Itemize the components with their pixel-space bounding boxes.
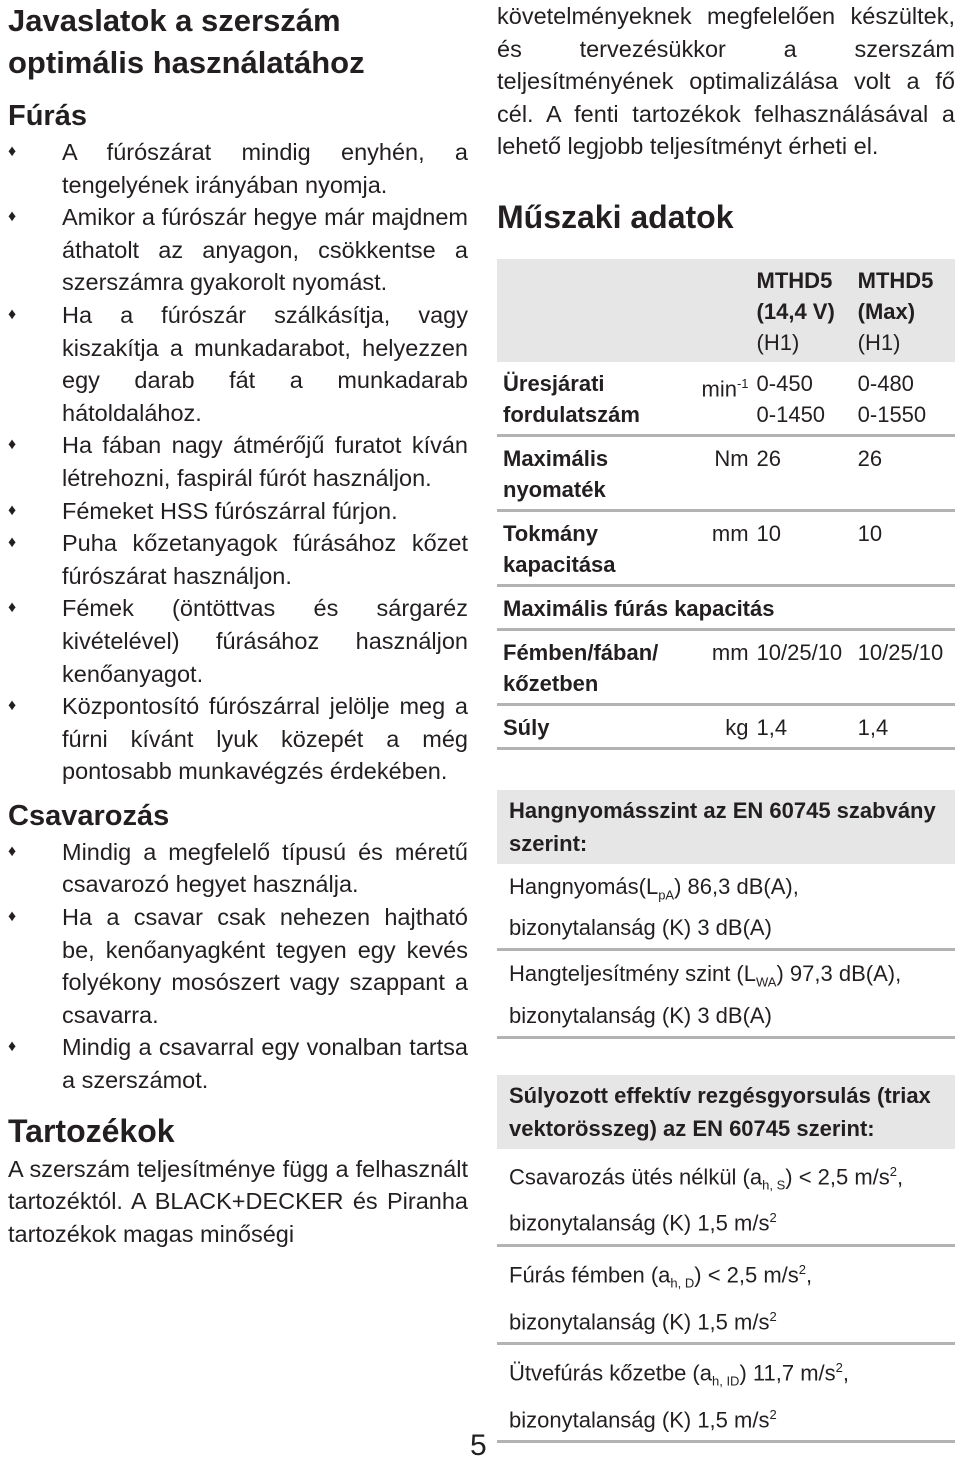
section-title-furas: Fúrás bbox=[8, 100, 87, 132]
furas-list bbox=[8, 136, 468, 788]
diamond-bullet-icon: ♦ bbox=[8, 305, 17, 323]
vibration-item: Csavarozás ütés nélkül $(a_{h, S}) < 2,5$ $m/s^2$, bizonytalanság (K) 1,5 $m/s^2$ bbox=[497, 1149, 955, 1247]
list-item: ♦ Központosító fúrószárral jelölje meg a fúrni kívánt lyuk közepét a még pontosabb munkavégzés érdekében. bbox=[8, 690, 468, 788]
noise-box-heading: Hangnyomásszint az EN 60745 szabvány szerint: bbox=[497, 790, 955, 864]
list-item: ♦ Fémek (öntöttvas és sárgaréz kivételével) fúrásához használjon kenőanyagot. bbox=[8, 592, 468, 690]
diamond-bullet-icon: ♦ bbox=[8, 501, 17, 519]
list-item: ♦ Fémeket HSS fúrószárral fúrjon. bbox=[8, 495, 468, 528]
noise-item: Hangteljesítmény szint $(L_{WA})$ 97,3 dB(A), bizonytalanság (K) 3 dB(A) bbox=[497, 951, 955, 1038]
main-title bbox=[8, 0, 468, 84]
diamond-bullet-icon: ♦ bbox=[8, 1038, 17, 1056]
diamond-bullet-icon: ♦ bbox=[8, 534, 17, 552]
list-item: ♦ Ha a csavar csak nehezen hajtható be, kenőanyagként tegyen egy kevés folyékony mosószert vagy szappant a csavarra. bbox=[8, 901, 468, 1031]
section-title-muszaki-adatok: Műszaki adatok bbox=[497, 198, 734, 235]
vibration-box bbox=[497, 1075, 955, 1443]
table-row: Fémben/fában/ kőzetben mm 10/25/10 10/25/10 bbox=[497, 629, 955, 704]
main-title-line-2: optimális használatához bbox=[8, 45, 365, 80]
table-row: Maximális fúrás kapacitás bbox=[497, 585, 955, 629]
diamond-bullet-icon: ♦ bbox=[8, 436, 17, 454]
table-row: Súly kg 1,4 1,4 bbox=[497, 704, 955, 748]
intro-text: követelményeknek megfelelően készültek, és tervezésükkor a szerszám teljesítményének optimalizálása volt a fő cél. A fenti tartozékok felhasználásával a lehető legjobb teljesítményt érheti el. bbox=[497, 3, 955, 160]
noise-item: $Hangnyomás(L_{pA})$ 86,3 dB(A), bizonytalanság (K) 3 dB(A) bbox=[497, 864, 955, 951]
table-row: Tokmány kapacitása mm 10 10 bbox=[497, 510, 955, 585]
list-item: ♦ Mindig a megfelelő típusú és méretű csavarozó hegyet használja. bbox=[8, 836, 468, 901]
spec-table-header bbox=[497, 259, 955, 362]
vibration-item: Ütvefúrás kőzetbe $(a_{h, ID})$ 11,7 $m/s^2$, bizonytalanság (K) 1,5 $m/s^2$ bbox=[497, 1345, 955, 1443]
noise-box bbox=[497, 790, 955, 1039]
spec-table bbox=[497, 259, 955, 750]
table-row: Maximális nyomaték Nm 26 26 bbox=[497, 435, 955, 510]
col-header-2: MTHD5 (Max) (H1) bbox=[858, 259, 955, 362]
vibration-box-heading: Súlyozott effektív rezgésgyorsulás (triax vektorösszeg) az EN 60745 szerint: bbox=[497, 1075, 955, 1149]
right-column bbox=[497, 0, 955, 1443]
diamond-bullet-icon: ♦ bbox=[8, 599, 17, 617]
vibration-item: Fúrás fémben $(a_{h, D}) < 2,5$ $m/s^2$, bizonytalanság (K) 1,5 $m/s^2$ bbox=[497, 1247, 955, 1345]
list-item: ♦ Ha fában nagy átmérőjű furatot kíván létrehozni, faspirál fúrót használjon. bbox=[8, 429, 468, 494]
page-number: 5 bbox=[470, 1429, 487, 1462]
csavarozas-list bbox=[8, 836, 468, 1097]
list-item: ♦ Ha a fúrószár szálkásítja, vagy kiszakítja a munkadarabot, helyezzen egy darab fát a munkadarab hátoldalához. bbox=[8, 299, 468, 429]
list-item: ♦ Puha kőzetanyagok fúrásához kőzet fúrószárat használjon. bbox=[8, 527, 468, 592]
list-item: ♦ Mindig a csavarral egy vonalban tartsa a szerszámot. bbox=[8, 1031, 468, 1096]
diamond-bullet-icon: ♦ bbox=[8, 842, 17, 860]
left-column bbox=[8, 0, 468, 1250]
diamond-bullet-icon: ♦ bbox=[8, 208, 17, 226]
list-item: ♦ A fúrószárat mindig enyhén, a tengelyének irányában nyomja. bbox=[8, 136, 468, 201]
tartozekok-text: A szerszám teljesítménye függ a felhasznált tartozéktól. A BLACK+DECKER és Piranha tartozékok magas minőségi bbox=[8, 1155, 468, 1247]
main-title-line-1: Javaslatok a szerszám bbox=[8, 3, 341, 38]
col-header-1: MTHD5 (14,4 V) (H1) bbox=[757, 259, 858, 362]
table-row: Üresjárati fordulatszám $\min^{-1}$ 0-450 0-1450 0-480 0-1550 bbox=[503, 370, 927, 427]
list-item: ♦ Amikor a fúrószár hegye már majdnem áthatolt az anyagon, csökkentse a szerszámra gyakorolt nyomást. bbox=[8, 201, 468, 299]
section-title-tartozekok: Tartozékok bbox=[8, 1112, 175, 1149]
section-title-csavarozas: Csavarozás bbox=[8, 799, 170, 832]
diamond-bullet-icon: ♦ bbox=[8, 697, 17, 715]
diamond-bullet-icon: ♦ bbox=[8, 908, 17, 926]
diamond-bullet-icon: ♦ bbox=[8, 143, 17, 160]
